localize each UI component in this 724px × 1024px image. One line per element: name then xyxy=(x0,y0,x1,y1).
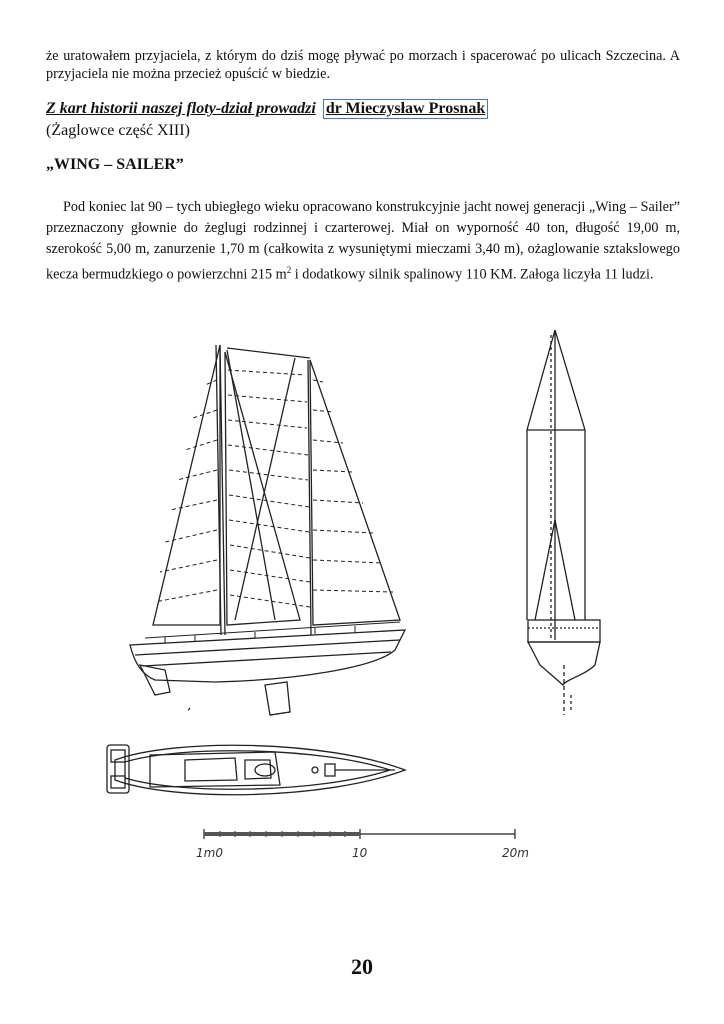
yacht-drawing xyxy=(95,320,635,820)
front-view-drawing xyxy=(527,330,600,715)
scale-bar-ruler xyxy=(190,826,540,846)
column-subtitle: (Żaglowce część XIII) xyxy=(46,122,190,139)
scale-label-start: 1m0 xyxy=(196,846,223,860)
page-number: 20 xyxy=(351,954,373,979)
side-view-drawing xyxy=(130,345,405,715)
yacht-title: „WING – SAILER” xyxy=(46,156,184,173)
column-author: dr Mieczysław Prosnak xyxy=(323,99,488,119)
column-title: Z kart historii naszej floty-dział prowadzi xyxy=(46,100,316,117)
scale-label-mid: 10 xyxy=(352,846,368,860)
body-text-end: i dodatkowy silnik spalinowy 110 KM. Załoga liczyła 11 ludzi. xyxy=(291,266,654,283)
body-text-superscript: 2 xyxy=(286,265,292,275)
intro-paragraph: że uratowałem przyjaciela, z którym do dziś mogę pływać po morzach i spacerować po ulicach Szczecina. A przyjaciela nie można przecież opuścić w biedzie. xyxy=(46,48,680,82)
column-heading xyxy=(46,99,686,119)
body-text-main: Pod koniec lat 90 – tych ubiegłego wieku opracowano konstrukcyjnie jacht nowej generacji „Wing – Sailer” przeznaczony głownie do żeglugi rodzinnej i czarterowej. Miał on wyporność 40 ton, długość 19,00 m, szerokość 5,00 m, zanurzenie 1,70 m (całkowita z wysuniętymi mieczami 3,40 m), ożaglowanie sztakslowego kecza bermudzkiego o powierzchni 215 m xyxy=(46,199,680,283)
scale-bar xyxy=(190,826,540,866)
top-view-drawing xyxy=(107,745,405,795)
scale-label-end: 20m xyxy=(502,846,529,860)
body-paragraph xyxy=(46,197,680,286)
